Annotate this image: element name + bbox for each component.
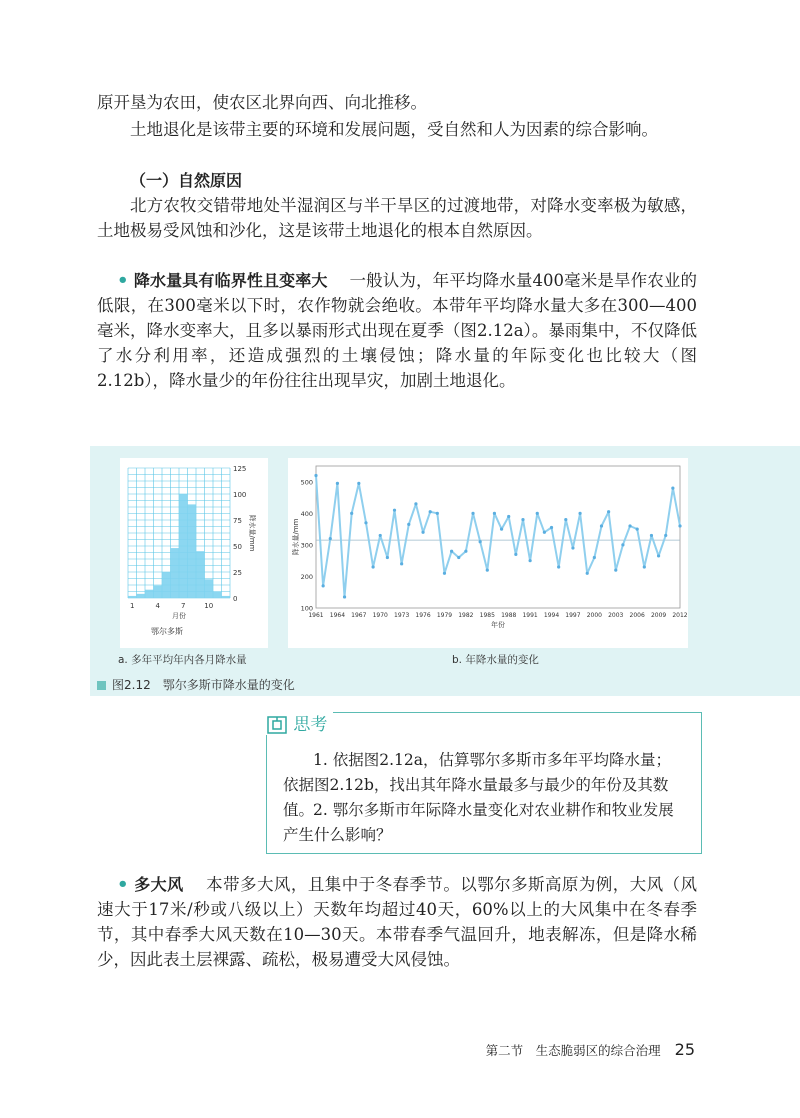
bar-8	[188, 504, 197, 598]
point-1964	[336, 482, 339, 485]
point-2000	[593, 556, 596, 559]
x-tick-label: 1961	[308, 612, 324, 619]
y-tick-label: 0	[233, 595, 238, 603]
page-footer	[486, 1040, 695, 1059]
monthly-precipitation-chart	[120, 458, 268, 648]
bar-6	[171, 548, 180, 598]
y-tick-label: 100	[300, 604, 313, 613]
point-1986	[493, 512, 496, 515]
y-tick-label: 125	[233, 465, 247, 473]
panel-b	[288, 458, 688, 648]
point-1990	[521, 518, 524, 521]
x-tick-label: 7	[181, 602, 186, 610]
section-title: 第二节 生态脆弱区的综合治理	[485, 1043, 661, 1058]
point-2002	[607, 510, 610, 513]
bar-9	[196, 551, 205, 598]
y-axis-label: 降水量/mm	[292, 518, 300, 556]
point-1993	[543, 531, 546, 534]
y-tick-label: 25	[233, 569, 242, 577]
point-2001	[600, 524, 603, 527]
point-2009	[657, 554, 660, 557]
point-1988	[507, 515, 510, 518]
place-label: 鄂尔多斯	[151, 627, 183, 636]
point-1987	[500, 528, 503, 531]
point-1966	[350, 512, 353, 515]
point-1997	[571, 546, 574, 549]
think-question-2: 2. 鄂尔多斯市年际降水量变化对农业耕作和牧业发展产生什么影响？	[283, 801, 674, 844]
y-tick-label: 75	[233, 517, 242, 525]
point-1981	[457, 556, 460, 559]
paragraph-5-text: 本带多大风，且集中于冬春季节。以鄂尔多斯高原为例，大风（风速大于17米/秒或八级以上）天数年均超过40天，60%以上的大风集中在冬春季节，其中春季大风天数在10—30天。本带春季气温回升，地表解冻，但是降水稀少，因此表土层裸露、疏松，极易遭受大风侵蚀。	[97, 875, 697, 969]
caption-a: a. 多年平均年内各月降水量	[118, 654, 247, 666]
point-1965	[343, 595, 346, 598]
bar-7	[179, 494, 188, 598]
point-1985	[486, 569, 489, 572]
heading-natural-causes: （一）自然原因	[130, 171, 243, 190]
bar-5	[162, 572, 171, 598]
point-1982	[464, 550, 467, 553]
point-1968	[364, 521, 367, 524]
caption-b: b. 年降水量的变化	[452, 654, 539, 666]
y-tick-label: 400	[300, 509, 313, 518]
figure-marker-icon	[97, 681, 106, 690]
point-1975	[414, 502, 417, 505]
y-axis-label: 降水量/mm	[248, 514, 256, 552]
x-tick-label: 1973	[394, 612, 410, 619]
think-icon	[266, 715, 288, 735]
point-1967	[357, 482, 360, 485]
figure-2-12	[90, 446, 800, 696]
bar-10	[205, 579, 214, 598]
x-tick-label: 1985	[479, 612, 495, 619]
x-axis-label: 月份	[172, 612, 186, 620]
point-1992	[536, 512, 539, 515]
think-question-1: 1. 依据图2.12a，估算鄂尔多斯市多年平均降水量；依据图2.12b，找出其年降水量最多与最少的年份及其数值。	[283, 751, 671, 819]
point-1961	[314, 474, 317, 477]
paragraph-4-text: 一般认为，年平均降水量400毫米是旱作农业的低限，在300毫米以下时，农作物就会绝收。本带年平均降水量大多在300—400毫米，降水变率大，且多以暴雨形式出现在夏季（图2.12a）。暴雨集中，不仅降低了水分利用率，还造成强烈的土壤侵蚀；降水量的年际变化也比较大（图2.12b），降水量少的年份往往出现旱灾，加剧土地退化。	[97, 271, 698, 390]
bar-4	[154, 586, 163, 598]
x-tick-label: 1967	[351, 612, 367, 619]
point-1974	[407, 523, 410, 526]
bullet-icon: •	[117, 270, 129, 291]
point-1977	[429, 510, 432, 513]
paragraph-1: 原开垦为农田，使农区北界向西、向北推移。	[97, 93, 427, 112]
bar-1	[128, 596, 137, 598]
x-tick-label: 2003	[608, 612, 624, 619]
point-1994	[550, 526, 553, 529]
point-2005	[628, 524, 631, 527]
point-1969	[371, 565, 374, 568]
bullet-icon: •	[117, 874, 129, 895]
x-tick-label: 1	[130, 602, 135, 610]
point-1978	[436, 512, 439, 515]
y-tick-label: 50	[233, 543, 242, 551]
point-2008	[650, 534, 653, 537]
point-1963	[329, 537, 332, 540]
paragraph-5	[97, 872, 697, 972]
y-tick-label: 100	[233, 491, 247, 499]
bar-2	[137, 594, 146, 598]
point-1999	[586, 572, 589, 575]
paragraph-3: 北方农牧交错带地处半湿润区与半干旱区的过渡地带，对降水变率极为敏感，土地极易受风蚀和沙化，这是该带土地退化的根本自然原因。	[97, 196, 697, 240]
point-2007	[643, 565, 646, 568]
paragraph-2: 土地退化是该带主要的环境和发展问题，受自然和人为因素的综合影响。	[130, 120, 658, 139]
bar-11	[213, 592, 222, 598]
x-tick-label: 1997	[565, 612, 581, 619]
x-tick-label: 1970	[372, 612, 388, 619]
x-tick-label: 1979	[436, 612, 453, 619]
precipitation-series	[316, 476, 680, 598]
point-1980	[450, 550, 453, 553]
panel-a	[120, 458, 268, 648]
x-tick-label: 10	[204, 602, 214, 610]
heading-precipitation: 降水量具有临界性且变率大	[133, 271, 328, 290]
y-tick-label: 300	[300, 541, 313, 550]
bar-12	[222, 596, 231, 598]
point-2004	[621, 543, 624, 546]
x-tick-label: 2000	[586, 612, 602, 619]
y-tick-label: 500	[300, 478, 313, 487]
x-tick-label: 1964	[329, 612, 346, 619]
point-2010	[664, 534, 667, 537]
point-1991	[529, 559, 532, 562]
heading-strong-wind: 多大风	[134, 875, 184, 894]
bar-3	[145, 590, 154, 598]
annual-precipitation-chart	[288, 458, 688, 648]
point-1983	[471, 512, 474, 515]
point-1973	[400, 562, 403, 565]
x-axis-label: 年份	[491, 621, 505, 629]
x-tick-label: 1982	[458, 612, 474, 619]
point-1972	[393, 509, 396, 512]
paragraph-4	[97, 268, 697, 393]
point-2003	[614, 569, 617, 572]
point-1989	[514, 553, 517, 556]
point-1996	[564, 518, 567, 521]
x-tick-label: 1994	[543, 612, 560, 619]
x-tick-label: 1976	[415, 612, 431, 619]
x-tick-label: 4	[155, 602, 160, 610]
point-1976	[421, 531, 424, 534]
point-1962	[322, 584, 325, 587]
x-tick-label: 1988	[501, 612, 517, 619]
point-2012	[678, 524, 681, 527]
point-2006	[636, 528, 639, 531]
x-tick-label: 2006	[629, 612, 645, 619]
x-tick-label: 2012	[672, 612, 688, 619]
point-1970	[379, 534, 382, 537]
point-1979	[443, 572, 446, 575]
figure-title: 图2.12 鄂尔多斯市降水量的变化	[97, 676, 295, 693]
point-2011	[671, 486, 674, 489]
point-1971	[386, 556, 389, 559]
x-tick-label: 2009	[650, 612, 667, 619]
x-tick-label: 1991	[522, 612, 538, 619]
y-tick-label: 200	[300, 572, 313, 581]
think-title: 思考	[266, 710, 333, 735]
point-1995	[557, 565, 560, 568]
page-number: 25	[674, 1040, 695, 1059]
point-1998	[578, 512, 581, 515]
point-1984	[479, 540, 482, 543]
